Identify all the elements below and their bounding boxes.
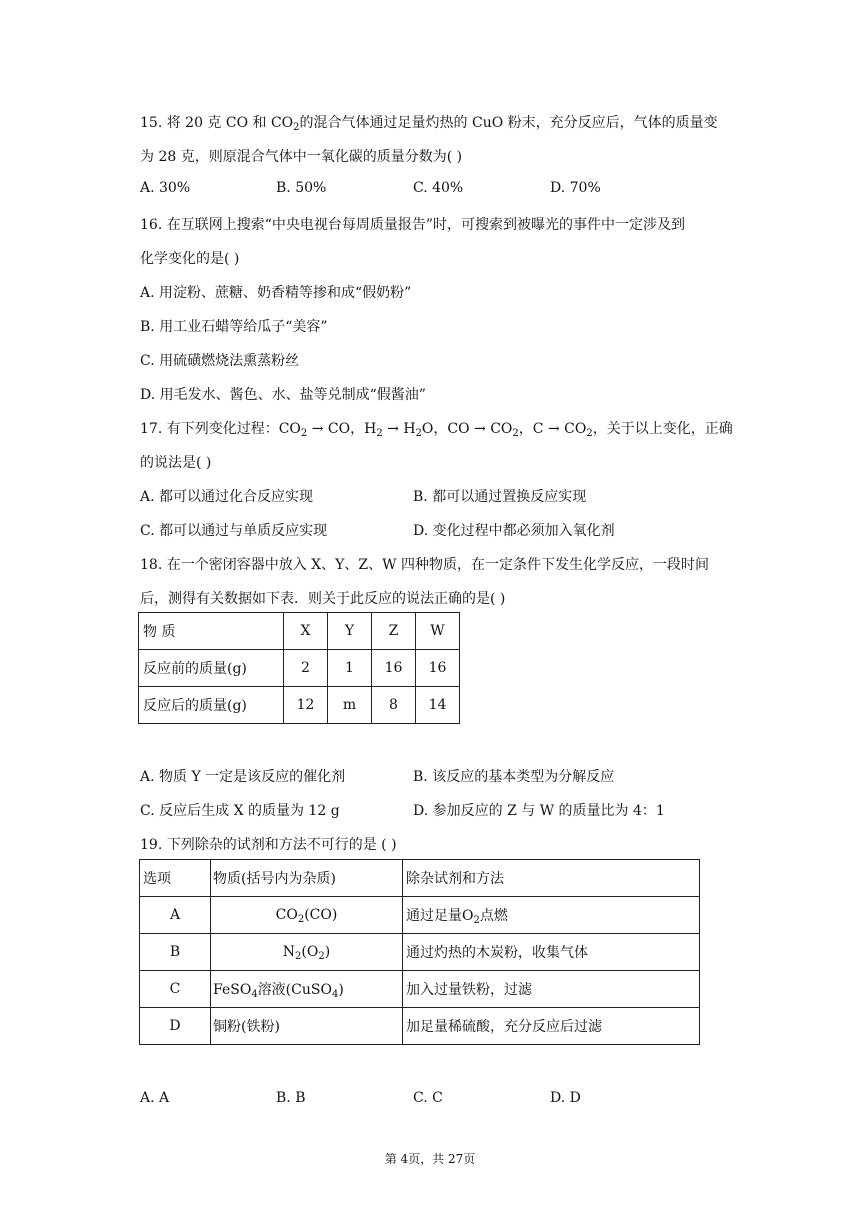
q19-option-c: C. C [413,1090,443,1106]
table-row [140,1008,700,1045]
table-row [140,971,700,1008]
table-cell: 物 质 [139,613,284,650]
q16-line1: 16. 在互联网上搜索“中央电视台每周质量报告”时，可搜索到被曝光的事件中一定涉及到 [140,217,686,233]
table-row [139,687,460,724]
table-row [140,934,700,971]
q15-option-b: B. 50% [276,180,327,196]
q17-option-d: D. 变化过程中都必须加入氧化剂 [413,523,615,539]
table-cell: Z [372,613,416,650]
q18-option-c: C. 反应后生成 X 的质量为 12 g [140,803,340,819]
table-cell: 反应前的质量(g) [139,650,284,687]
table-cell: 16 [416,650,460,687]
q19-data-table [139,859,700,1045]
q18-option-d: D. 参加反应的 Z 与 W 的质量比为 4：1 [413,803,665,819]
table-cell: 除杂试剂和方法 [403,860,700,897]
table-cell: A [140,897,211,934]
q15-line1: 15. 将 20 克 CO 和 $CO_2$的混合气体通过足量灼热的 CuO 粉末，充分反应后，气体的质量变 [140,115,718,133]
table-cell: $CO_2(CO)$ [211,897,403,934]
table-cell: 铜粉(铁粉) [211,1008,403,1045]
q16-option-d: D. 用毛发水、酱色、水、盐等兑制成“假酱油” [140,387,426,403]
q16-line2: 化学变化的是( ) [140,251,240,267]
table-cell: $N_2(O_2)$ [211,934,403,971]
q19-option-b: B. B [276,1090,306,1106]
table-cell: 1 [328,650,372,687]
table-header-row [139,613,460,650]
table-cell: 反应后的质量(g) [139,687,284,724]
table-cell: 加入过量铁粉，过滤 [403,971,700,1008]
q19-line1: 19. 下列除杂的试剂和方法不可行的是 ( ) [140,837,397,853]
q18-option-a: A. 物质 Y 一定是该反应的催化剂 [140,769,346,785]
q16-option-b: B. 用工业石蜡等给瓜子“美容” [140,319,328,335]
table-cell: W [416,613,460,650]
q19-option-a: A. A [140,1090,170,1106]
table-cell: Y [328,613,372,650]
table-cell: FeSO$_4$溶液(CuSO$_4$) [211,971,403,1008]
page-footer: 第 4页，共 27页 [384,1152,476,1166]
q18-line2: 后，测得有关数据如下表．则关于此反应的说法正确的是( ) [140,591,506,607]
q17-line2: 的说法是( ) [140,455,212,471]
q18-line1: 18. 在一个密闭容器中放入 X、Y、Z、W 四种物质，在一定条件下发生化学反应，一段时间 [140,557,709,573]
table-cell: 通过足量$O_2$点燃 [403,897,700,934]
table-cell: 2 [284,650,328,687]
q18-data-table [138,612,460,724]
table-row [139,650,460,687]
q19-option-d: D. D [550,1090,581,1106]
table-cell: 物质(括号内为杂质) [211,860,403,897]
table-cell: 加足量稀硫酸，充分反应后过滤 [403,1008,700,1045]
table-cell: m [328,687,372,724]
q15-option-d: D. 70% [550,180,601,196]
q15-option-a: A. 30% [140,180,191,196]
table-cell: D [140,1008,211,1045]
q17-option-b: B. 都可以通过置换反应实现 [413,489,587,505]
table-cell: 选项 [140,860,211,897]
table-cell: X [284,613,328,650]
table-cell: B [140,934,211,971]
q17-option-c: C. 都可以通过与单质反应实现 [140,523,328,539]
table-cell: 8 [372,687,416,724]
q17-option-a: A. 都可以通过化合反应实现 [140,489,314,505]
q17-line1: 17. 有下列变化过程：$CO_2$ → CO，$H_2 \to H_2O$，CO → $CO_2$，$C \to CO_2$，关于以上变化，正确 [140,421,733,439]
q18-option-b: B. 该反应的基本类型为分解反应 [413,769,615,785]
table-row [140,897,700,934]
table-header-row [140,860,700,897]
table-cell: 12 [284,687,328,724]
table-cell: 14 [416,687,460,724]
q16-option-c: C. 用硫磺燃烧法熏蒸粉丝 [140,353,300,369]
table-cell: 16 [372,650,416,687]
q16-option-a: A. 用淀粉、蔗糖、奶香精等掺和成“假奶粉” [140,285,412,301]
table-cell: C [140,971,211,1008]
q15-option-c: C. 40% [413,180,464,196]
q15-line2: 为 28 克，则原混合气体中一氧化碳的质量分数为( ) [140,149,463,165]
table-cell: 通过灼热的木炭粉，收集气体 [403,934,700,971]
